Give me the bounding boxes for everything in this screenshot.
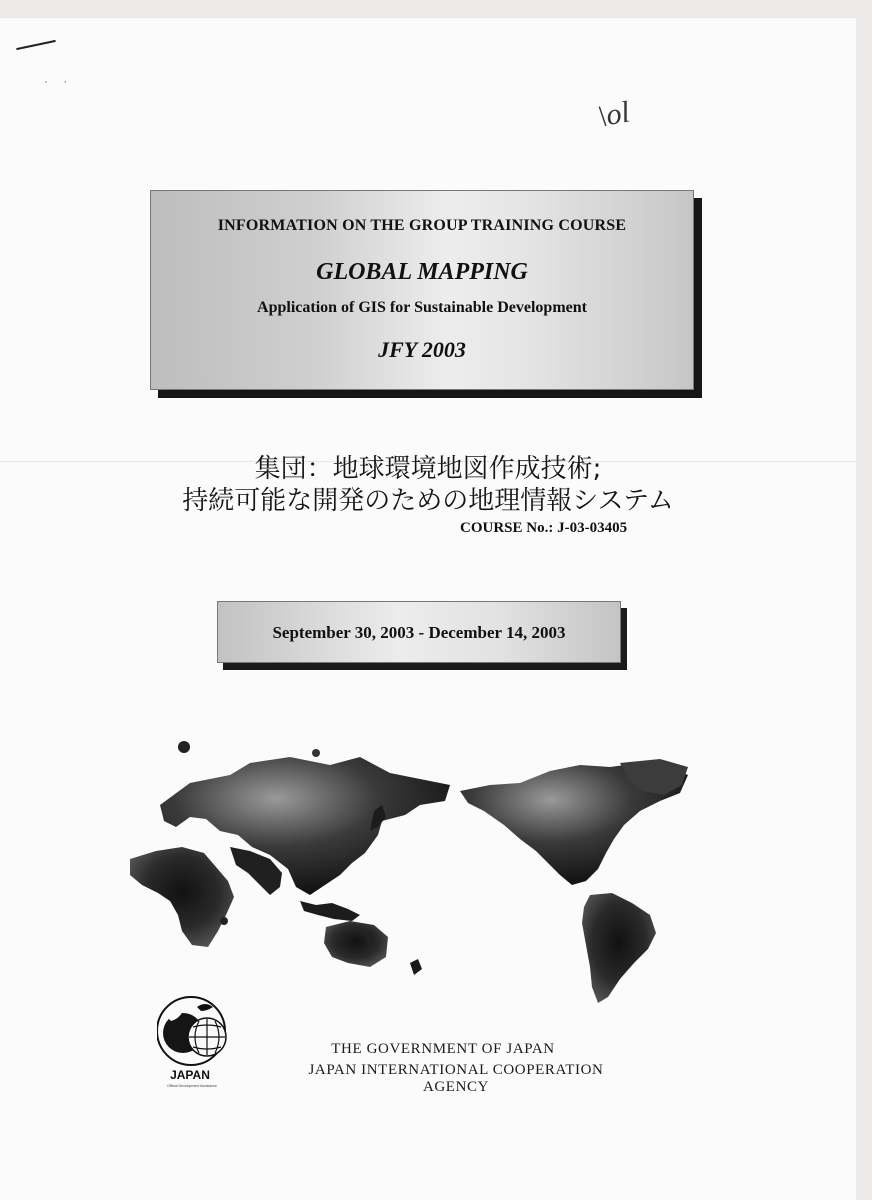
course-heading: INFORMATION ON THE GROUP TRAINING COURSE xyxy=(217,217,627,234)
map-africa xyxy=(130,847,234,947)
map-australia xyxy=(324,921,388,967)
handwritten-note: \ol xyxy=(595,95,633,134)
stray-dots: · · xyxy=(44,74,74,88)
logo-sub-label: Official Development Assistance xyxy=(167,1084,217,1088)
issuer-agency: JAPAN INTERNATIONAL COOPERATION AGENCY xyxy=(308,1062,604,1095)
logo-label: JAPAN xyxy=(170,1068,210,1082)
map-island xyxy=(312,749,320,757)
map-south-america xyxy=(582,893,656,1003)
world-map-image xyxy=(120,735,700,1015)
course-dates: September 30, 2003 - December 14, 2003 xyxy=(272,623,566,642)
title-box xyxy=(150,190,694,390)
map-new-zealand xyxy=(410,959,422,975)
japanese-title-line-1: 集団：地球環境地図作成技術; xyxy=(254,454,602,484)
fiscal-year: JFY 2003 xyxy=(378,337,466,362)
course-number-label: COURSE No.: xyxy=(460,520,554,536)
map-island xyxy=(220,917,228,925)
map-se-asia xyxy=(300,901,360,921)
course-subtitle: Application of GIS for Sustainable Development xyxy=(257,299,587,316)
course-number-value: J-03-03405 xyxy=(557,520,628,536)
course-title: GLOBAL MAPPING xyxy=(316,259,528,285)
date-box xyxy=(217,601,621,663)
issuer-government: THE GOVERNMENT OF JAPAN xyxy=(331,1041,555,1057)
map-island xyxy=(178,741,190,753)
japanese-title-line-2: 持続可能な開発のための地理情報システム xyxy=(182,486,674,516)
course-number xyxy=(460,520,627,537)
